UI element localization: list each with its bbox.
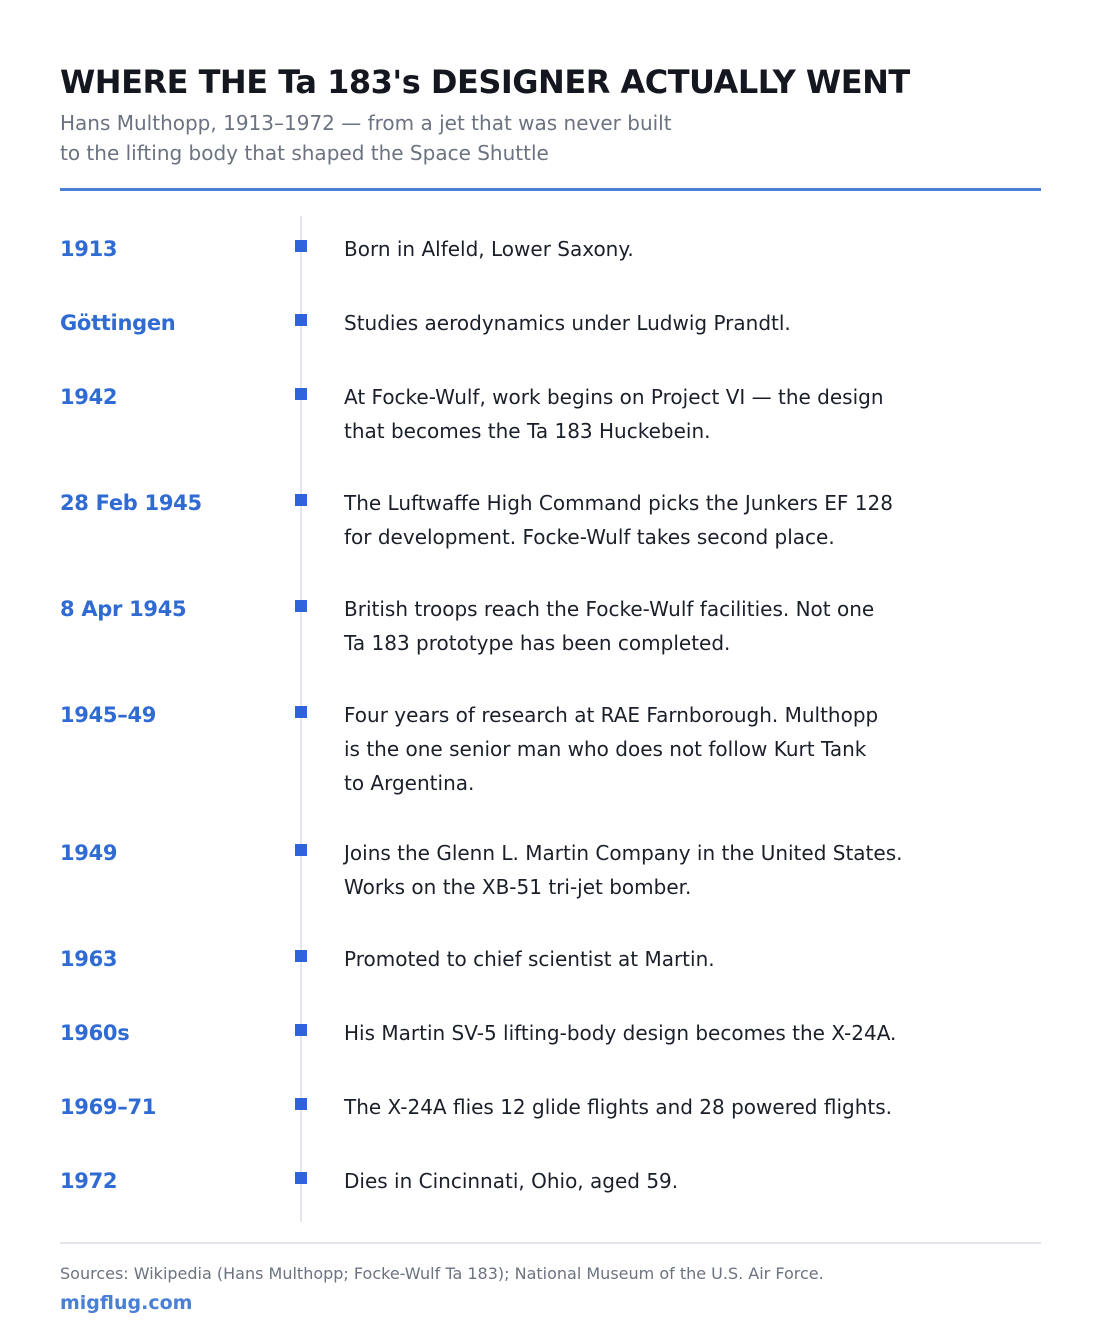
event-description: The X-24A flies 12 glide flights and 28 powered flights. — [344, 1095, 892, 1119]
footer-divider — [60, 1242, 1041, 1244]
event-description: Four years of research at RAE Farnborough. Multhopp is the one senior man who does not follow Kurt Tank to Argentina. — [344, 703, 879, 795]
timeline-marker — [295, 600, 307, 612]
event-date: 1942 — [60, 385, 118, 409]
site-link[interactable]: migflug.com — [60, 1292, 193, 1314]
event-date: 1949 — [60, 841, 118, 865]
timeline-marker — [295, 1098, 307, 1110]
event-date: 8 Apr 1945 — [60, 597, 187, 621]
timeline-marker — [295, 314, 307, 326]
event-description: Born in Alfeld, Lower Saxony. — [344, 237, 634, 261]
sources-note: Sources: Wikipedia (Hans Multhopp; Focke-Wulf Ta 183); National Museum of the U.S. Air Force. — [60, 1264, 824, 1283]
timeline-marker — [295, 388, 307, 400]
timeline-marker — [295, 844, 307, 856]
event-description: Dies in Cincinnati, Ohio, aged 59. — [344, 1169, 679, 1193]
event-date: 1945–49 — [60, 703, 157, 727]
page-title: WHERE THE Ta 183's DESIGNER ACTUALLY WENT — [60, 63, 910, 101]
event-description: Promoted to chief scientist at Martin. — [344, 947, 715, 971]
page-subtitle: Hans Multhopp, 1913–1972 — from a jet that was never built to the lifting body that shaped the Space Shuttle — [60, 111, 672, 165]
event-date: 28 Feb 1945 — [60, 491, 202, 515]
timeline-axis-line — [300, 216, 302, 1222]
timeline-marker — [295, 706, 307, 718]
event-date: 1963 — [60, 947, 118, 971]
timeline-marker — [295, 1024, 307, 1036]
event-date: Göttingen — [60, 311, 176, 335]
event-description: The Luftwaffe High Command picks the Junkers EF 128 for development. Focke-Wulf takes second place. — [344, 491, 893, 549]
event-description: Joins the Glenn L. Martin Company in the United States. Works on the XB-51 tri-jet bomber. — [344, 841, 903, 899]
event-description: British troops reach the Focke-Wulf facilities. Not one Ta 183 prototype has been completed. — [344, 597, 875, 655]
event-description: Studies aerodynamics under Ludwig Prandtl. — [344, 311, 791, 335]
event-date: 1960s — [60, 1021, 130, 1045]
event-description: At Focke-Wulf, work begins on Project VI — the design that becomes the Ta 183 Huckebein. — [344, 385, 884, 443]
timeline-marker — [295, 494, 307, 506]
event-date: 1972 — [60, 1169, 118, 1193]
event-date: 1969–71 — [60, 1095, 157, 1119]
timeline-marker — [295, 1172, 307, 1184]
timeline-marker — [295, 240, 307, 252]
event-date: 1913 — [60, 237, 118, 261]
timeline-marker — [295, 950, 307, 962]
event-description: His Martin SV-5 lifting-body design becomes the X-24A. — [344, 1021, 897, 1045]
